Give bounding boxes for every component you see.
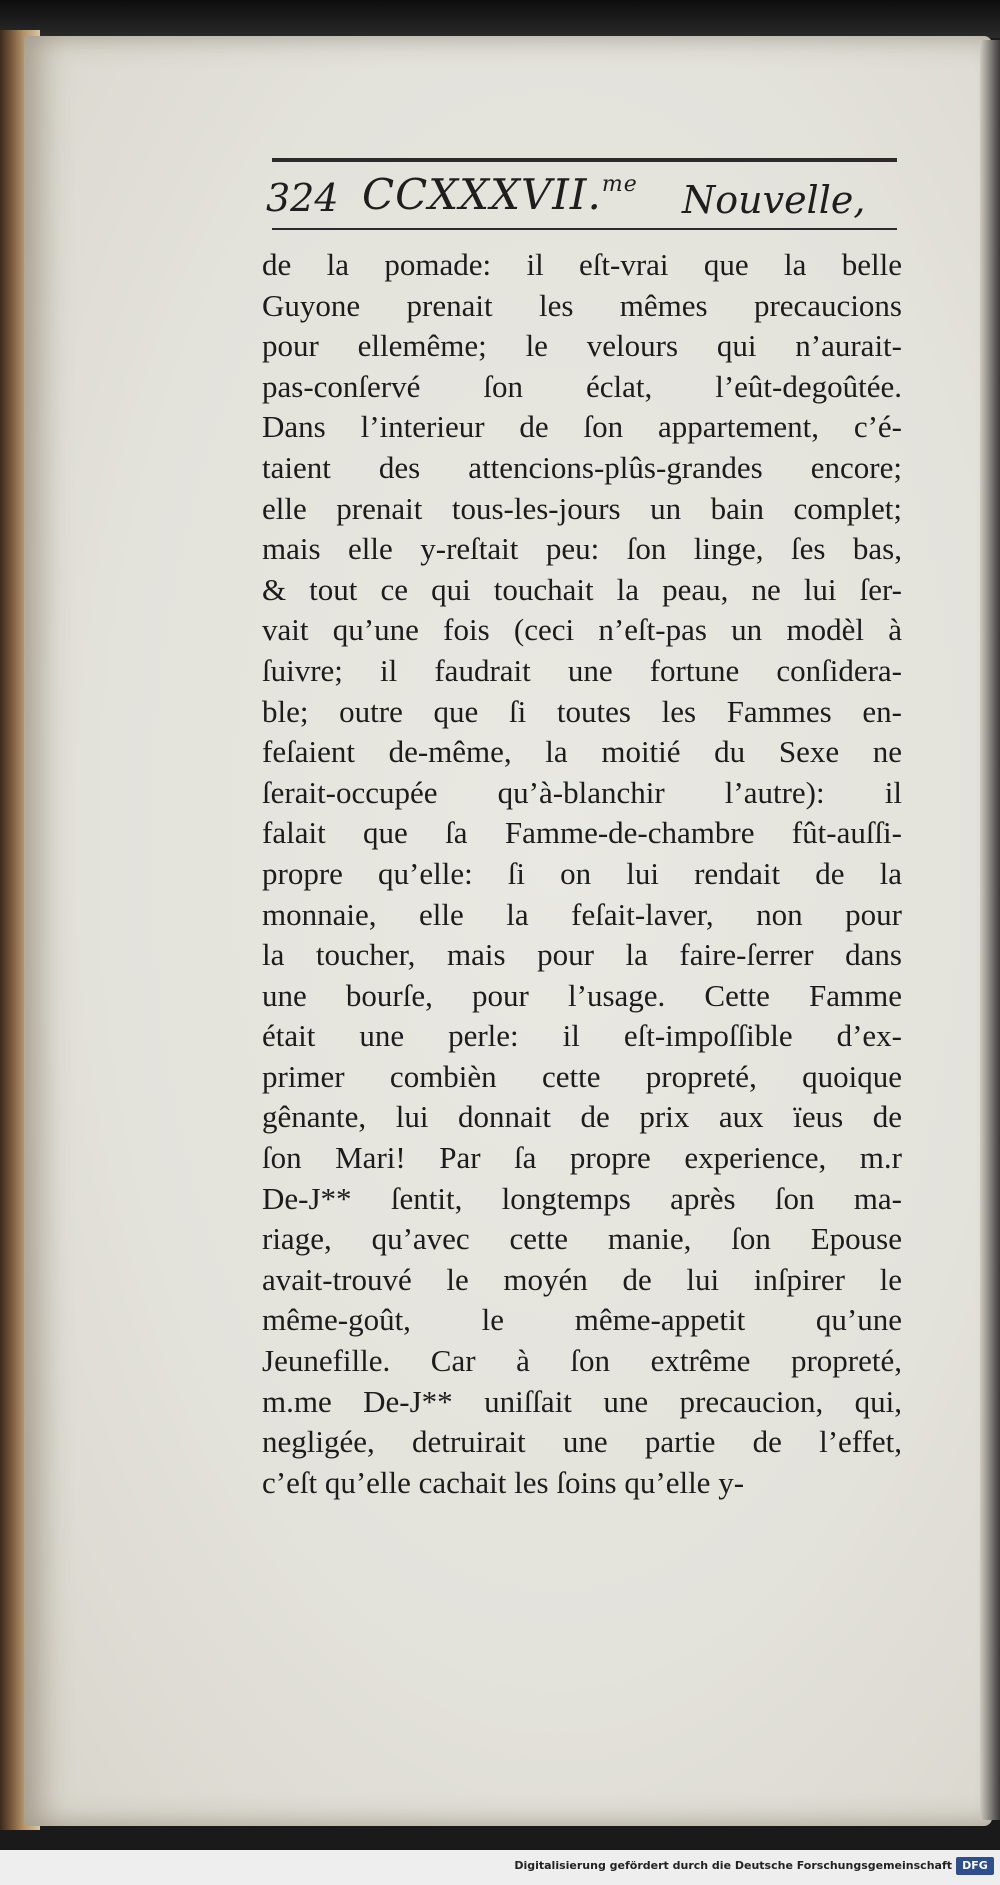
text-line: pas-conſervé ſon éclat, l’eût-degoûtée. xyxy=(262,368,902,404)
text-line: De-J** ſentit, longtemps après ſon ma- xyxy=(262,1180,902,1216)
page-number: 324 xyxy=(266,176,339,220)
text-line: monnaie, elle la feſait-laver, non pour xyxy=(262,896,902,932)
page-right-edge xyxy=(980,40,1000,1820)
running-title-text: CCXXXVII. xyxy=(362,170,602,219)
text-line: riage, qu’avec cette manie, ſon Epouse xyxy=(262,1221,902,1257)
text-line: ſuivre; il faudrait une fortune conſidera- xyxy=(262,652,902,688)
text-line: gênante, lui donnait de prix aux ïeus de xyxy=(262,1099,902,1135)
running-title-superscript: me xyxy=(601,172,638,197)
text-line: & tout ce qui touchait la peau, ne lui ſer- xyxy=(262,571,902,607)
text-line: avait-trouvé le moyén de lui inſpirer le xyxy=(262,1261,902,1297)
text-line: Guyone prenait les mêmes precaucions xyxy=(262,287,902,323)
funding-credit: Digitalisierung gefördert durch die Deutsche Forschungsgemeinschaft xyxy=(514,1859,952,1872)
page-header xyxy=(266,166,906,230)
text-line: une bourſe, pour l’usage. Cette Famme xyxy=(262,977,902,1013)
header-rule-bottom xyxy=(272,228,897,230)
text-line: Dans l’interieur de ſon appartement, c’é- xyxy=(262,409,902,445)
text-line: feſaient de-même, la moitié du Sexe ne xyxy=(262,734,902,770)
text-line: vait qu’une fois (ceci n’eſt-pas un modèl à xyxy=(262,612,902,648)
text-line: ſon Mari! Par ſa propre experience, m.r xyxy=(262,1140,902,1176)
text-line: propre qu’elle: ſi on lui rendait de la xyxy=(262,855,902,891)
header-rule-top xyxy=(272,158,897,162)
text-line: de la pomade: il eſt-vrai que la belle xyxy=(262,247,902,282)
text-line: était une perle: il eſt-impoſſible d’ex- xyxy=(262,1018,902,1054)
text-line: même-goût, le même-appetit qu’une xyxy=(262,1302,902,1338)
text-line: elle prenait tous-les-jours un bain complet; xyxy=(262,490,902,526)
text-line: falait que ſa Famme-de-chambre fût-auſſi- xyxy=(262,815,902,851)
text-line: Jeunefille. Car à ſon extrême propreté, xyxy=(262,1343,902,1379)
text-line: taient des attencions-plûs-grandes encore; xyxy=(262,449,902,485)
text-line: ſerait-occupée qu’à-blanchir l’autre): il xyxy=(262,774,902,810)
text-line: pour ellemême; le velours qui n’aurait- xyxy=(262,328,902,364)
text-line: ble; outre que ſi toutes les Fammes en- xyxy=(262,693,902,729)
running-subtitle: Nouvelle, xyxy=(682,178,866,222)
running-title xyxy=(362,170,638,219)
text-line: negligée, detruirait une partie de l’effet, xyxy=(262,1424,902,1460)
text-line: mais elle y-reſtait peu: ſon linge, ſes bas, xyxy=(262,531,902,567)
text-line: c’eſt qu’elle cachait les ſoins qu’elle y- xyxy=(262,1464,745,1500)
scan-top-border xyxy=(0,0,1000,38)
text-line: la toucher, mais pour la faire-ſerrer dans xyxy=(262,937,902,973)
text-line: primer combièn cette propreté, quoique xyxy=(262,1058,902,1094)
digitization-footer xyxy=(0,1850,1000,1885)
body-text xyxy=(262,245,902,1503)
dfg-logo: DFG xyxy=(956,1857,994,1875)
text-line: m.me De-J** uniſſait une precaucion, qui, xyxy=(262,1383,902,1419)
